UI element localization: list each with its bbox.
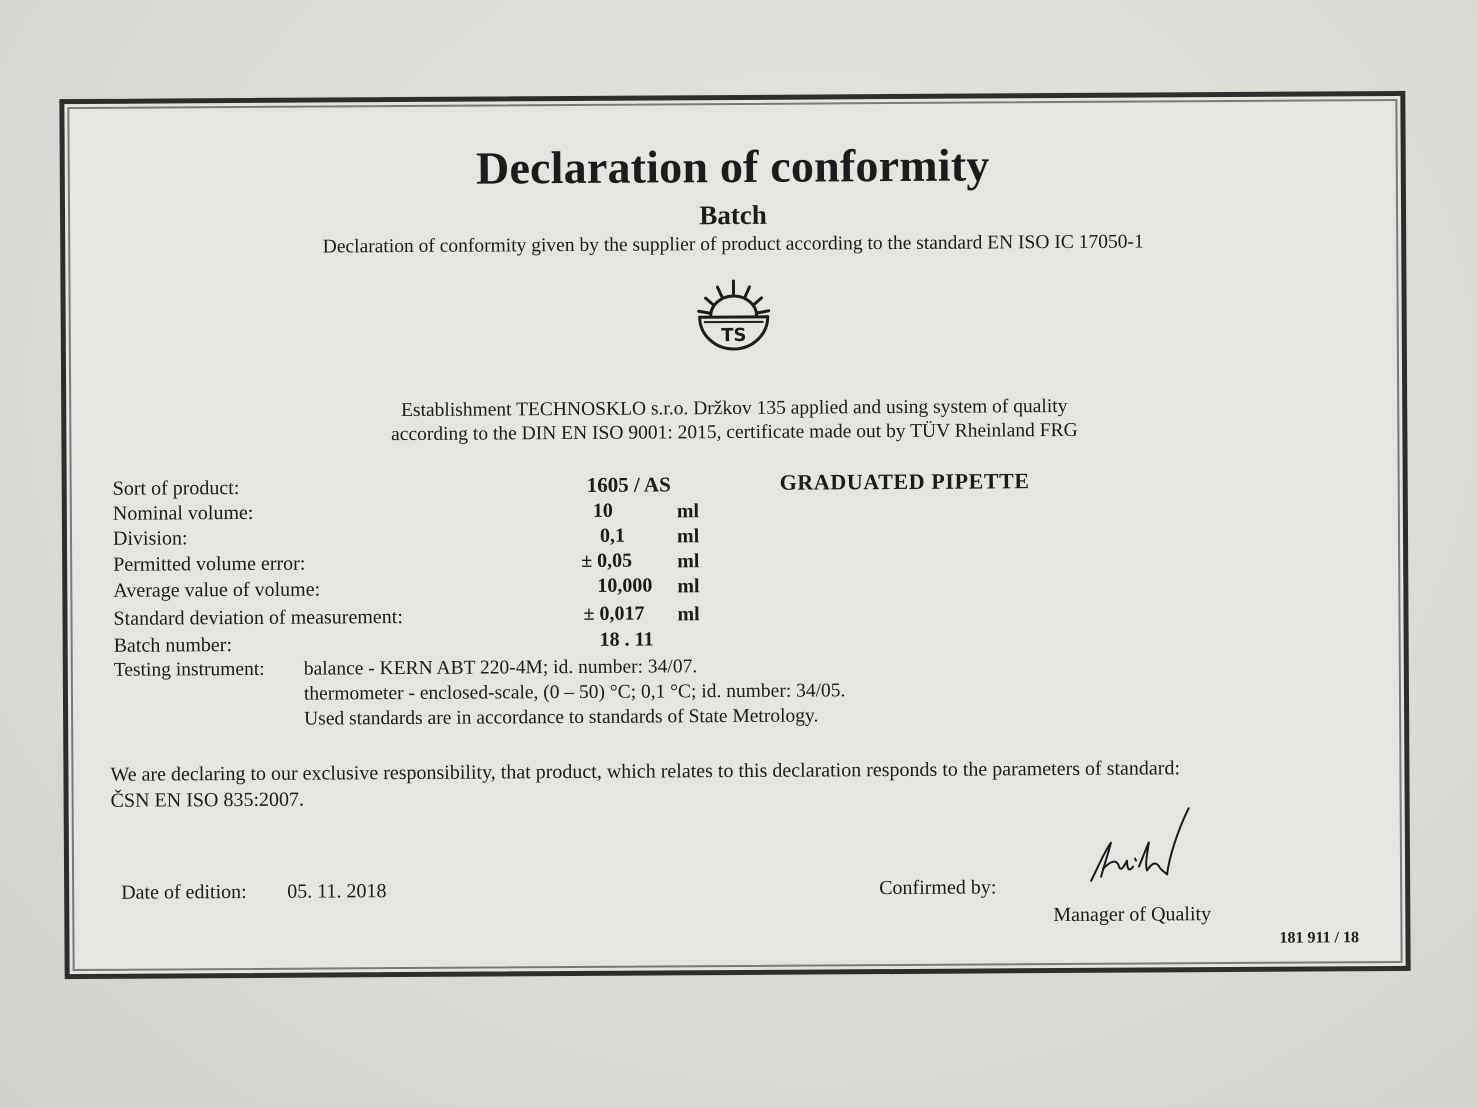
spec-label-division: Division:: [112, 527, 188, 550]
establishment-line-1: Establishment TECHNOSKLO s.r.o. Držkov 135 applied and using system of quality: [400, 395, 1068, 422]
spec-label-standard-deviation: Standard deviation of measurement:: [113, 606, 403, 630]
product-name: GRADUATED PIPETTE: [779, 468, 1030, 495]
testing-instrument-standards-note: Used standards are in accordance to standards of State Metrology.: [304, 705, 819, 730]
establishment-statement: [66, 393, 1402, 449]
spec-label-permitted-volume-error: Permitted volume error:: [113, 552, 306, 576]
spec-value-division: 0,1: [599, 524, 626, 547]
spec-unit-nominal-volume: ml: [676, 500, 700, 523]
spec-label-nominal-volume: Nominal volume:: [112, 501, 254, 525]
spec-label-batch-number: Batch number:: [113, 634, 233, 657]
document-number: 181 911 / 18: [1279, 929, 1360, 947]
declaration-standard: ČSN EN ISO 835:2007.: [110, 788, 305, 812]
spec-value-standard-deviation: ± 0,017: [583, 602, 645, 625]
testing-instrument-thermometer: thermometer - enclosed-scale, (0 – 50) °C; 0,1 °C; id. number: 34/05.: [303, 680, 846, 705]
spec-unit-standard-deviation: ml: [677, 603, 700, 626]
spec-unit-permitted-volume-error: ml: [677, 550, 700, 573]
date-of-edition-label: Date of edition:: [121, 880, 247, 904]
testing-instrument-balance: balance - KERN ABT 220-4M; id. number: 34/07.: [303, 656, 698, 680]
spec-unit-average-value-of-volume: ml: [677, 575, 700, 598]
testing-instrument-label: Testing instrument:: [113, 658, 265, 681]
spec-value-sort-of-product: 1605 / AS: [586, 472, 671, 497]
declaration-line-1: We are declaring to our exclusive responsibility, that product, which relates to this declaration responds to the parameters of standard:: [110, 757, 1181, 786]
establishment-line-2: according to the DIN EN ISO 9001: 2015, certificate made out by TÜV Rheinland FRG: [391, 419, 1078, 446]
spec-label-average-value-of-volume: Average value of volume:: [113, 578, 321, 602]
document-title: Declaration of conformity: [475, 139, 990, 194]
spec-value-batch-number: 18 . 11: [599, 628, 654, 651]
spec-value-nominal-volume: 10: [592, 499, 613, 522]
signer-role: Manager of Quality: [1053, 903, 1212, 927]
svg-text:TS: TS: [721, 324, 747, 347]
certificate-frame: [59, 91, 1410, 979]
confirmed-by-label: Confirmed by:: [879, 876, 997, 900]
signature-icon: [1081, 802, 1202, 893]
spec-label-sort-of-product: Sort of product:: [112, 477, 240, 500]
spec-value-permitted-volume-error: ± 0,05: [581, 549, 633, 572]
date-of-edition-value: 05. 11. 2018: [287, 880, 387, 903]
spec-unit-division: ml: [676, 525, 700, 548]
spec-value-average-value-of-volume: 10,000: [597, 574, 653, 597]
ts-sun-logo-icon: [693, 278, 773, 354]
document-subtitle: Batch: [699, 199, 767, 231]
intro-text: Declaration of conformity given by the supplier of product according to the standard EN ISO IC 17050-1: [322, 231, 1144, 258]
